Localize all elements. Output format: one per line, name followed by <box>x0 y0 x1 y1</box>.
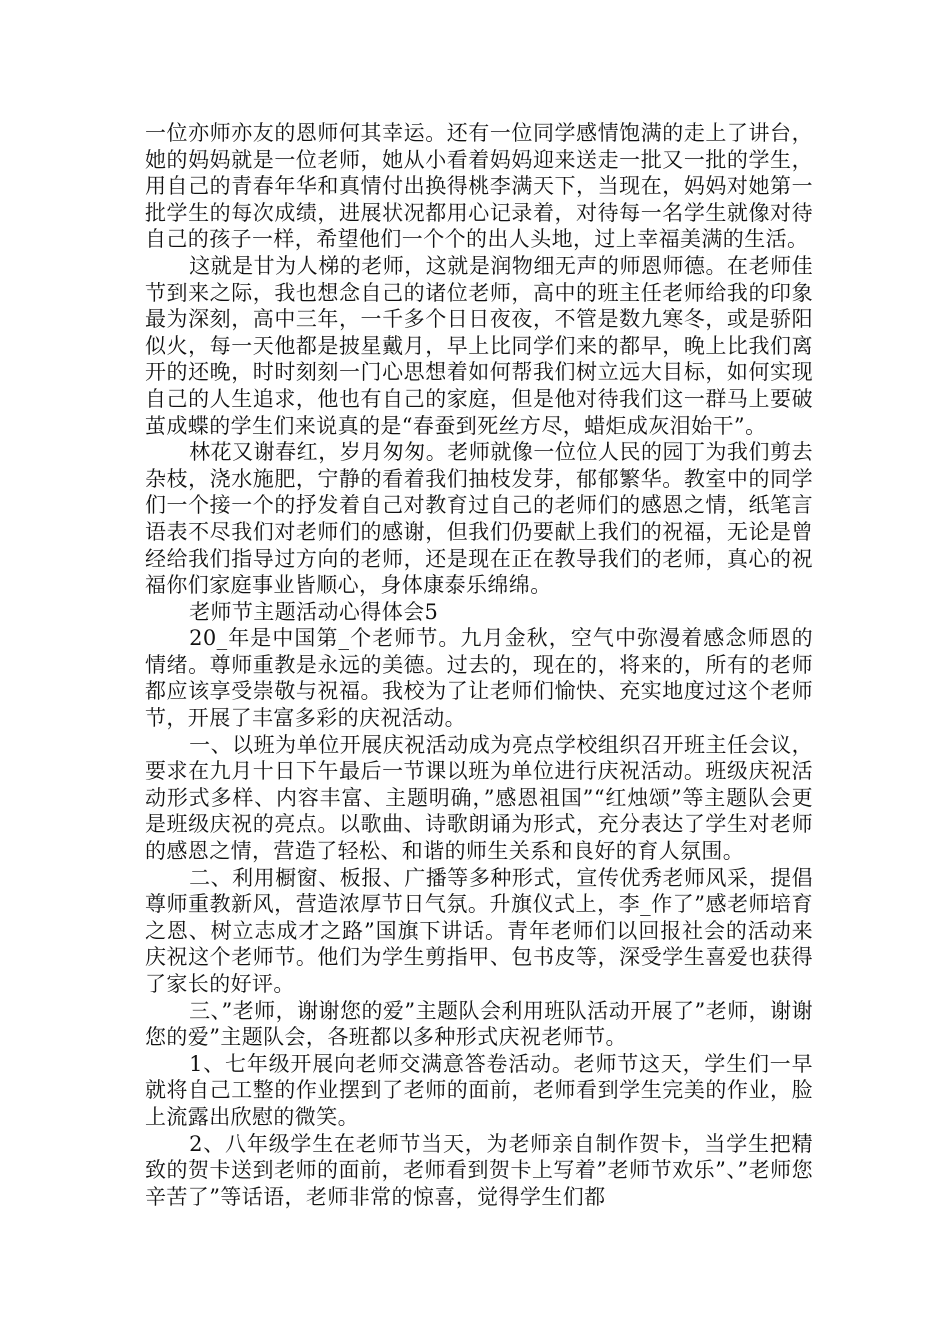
paragraph: 1、七年级开展向老师交满意答卷活动。老师节这天，学生们一早就将自己工整的作业摆到了老师的面前，老师看到学生完美的作业，脸上流露出欣慰的微笑。 <box>145 1051 813 1129</box>
section-heading: 老师节主题活动心得体会5 <box>189 599 439 624</box>
paragraph: 林花又谢春红，岁月匆匆。老师就像一位位人民的园丁为我们剪去杂枝，浇水施肥，宁静的看着我们抽枝发芽，郁郁繁华。教室中的同学们一个接一个的抒发着自己对教育过自己的老师们的感恩之情，纸笔言语表不尽我们对老师们的感谢，但我们仍要献上我们的祝福，无论是曾经给我们指导过方向的老师，还是现在正在教导我们的老师，真心的祝福你们家庭事业皆顺心，身体康泰乐绵绵。 <box>145 440 813 598</box>
paragraph: 20_年是中国第_个老师节。九月金秋，空气中弥漫着感念师恩的情绪。尊师重教是永远的美德。过去的，现在的，将来的，所有的老师都应该享受崇敬与祝福。我校为了让老师们愉快、充实地度过这个老师节，开展了丰富多彩的庆祝活动。 <box>145 626 813 731</box>
paragraph: 一、以班为单位开展庆祝活动成为亮点学校组织召开班主任会议，要求在九月十日下午最后一节课以班为单位进行庆祝活动。班级庆祝活动形式多样、内容丰富、主题明确，”感恩祖国”“红烛颂”等主题队会更是班级庆祝的亮点。以歌曲、诗歌朗诵为形式，充分表达了学生对老师的感恩之情，营造了轻松、和谐的师生关系和良好的育人氛围。 <box>145 732 813 864</box>
paragraph: 一位亦师亦友的恩师何其幸运。还有一位同学感情饱满的走上了讲台，她的妈妈就是一位老师，她从小看着妈妈迎来送走一批又一批的学生，用自己的青春年华和真情付出换得桃李满天下，当现在，妈妈对她第一批学生的每次成绩，进展状况都用心记录着，对待每一名学生就像对待自己的孩子一样，希望他们一个个的出人头地，过上幸福美满的生活。 <box>145 121 813 252</box>
paragraph: 这就是甘为人梯的老师，这就是润物细无声的师恩师德。在老师佳节到来之际，我也想念自己的诸位老师，高中的班主任老师给我的印象最为深刻，高中三年，一千多个日日夜夜，不管是数九寒冬，或是骄阳似火，每一天他都是披星戴月，早上比同学们来的都早，晚上比我们离开的还晚，时时刻刻一门心思想着如何帮我们树立远大目标，如何实现自己的人生追求，他也有自己的家庭，但是他对待我们这一群马上要破茧成蝶的学生们来说真的是“春蚕到死丝方尽，蜡炬成灰泪始干”。 <box>145 253 813 438</box>
document-body <box>145 120 813 1210</box>
paragraph: 三、”老师，谢谢您的爱”主题队会利用班队活动开展了”老师，谢谢您的爱”主题队会，各班都以多种形式庆祝老师节。 <box>145 998 813 1050</box>
paragraph: 二、利用橱窗、板报、广播等多种形式，宣传优秀老师风采，提倡尊师重教新风，营造浓厚节日气氛。升旗仪式上，李_作了”感老师培育之恩、树立志成才之路”国旗下讲话。青年老师们以回报社会的活动来庆祝这个老师节。他们为学生剪指甲、包书皮等，深受学生喜爱也获得了家长的好评。 <box>145 865 813 996</box>
paragraph: 2、八年级学生在老师节当天，为老师亲自制作贺卡，当学生把精致的贺卡送到老师的面前，老师看到贺卡上写着”老师节欢乐”、”老师您辛苦了”等话语，老师非常的惊喜，觉得学生们都 <box>145 1131 813 1209</box>
